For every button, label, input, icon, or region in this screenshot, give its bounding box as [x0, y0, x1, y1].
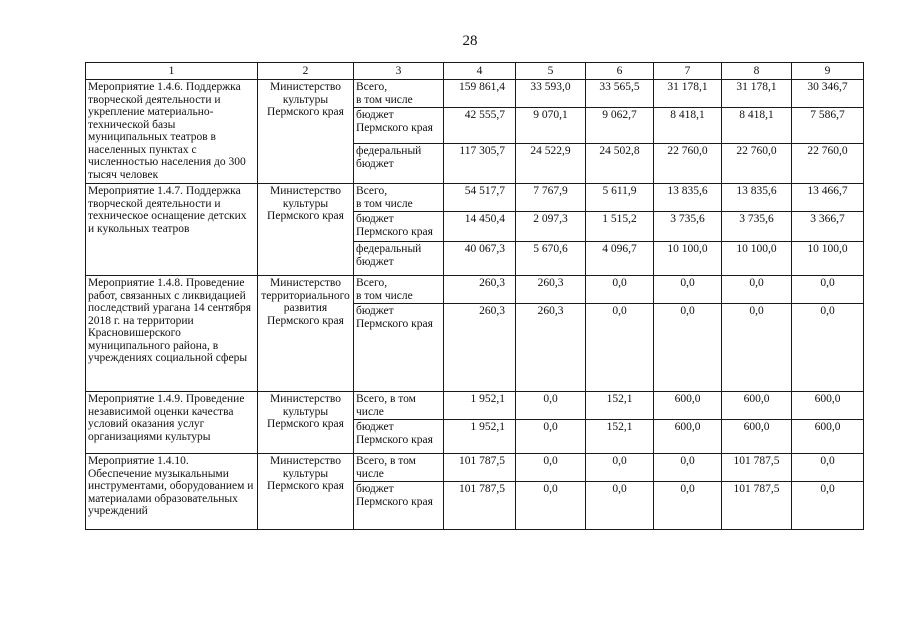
amount-year-5: 0,0: [516, 482, 586, 530]
amount-year-6: 33 565,5: [586, 80, 654, 108]
page-number: 28: [462, 33, 478, 49]
amount-year-9: 10 100,0: [792, 242, 864, 276]
amount-year-6: 0,0: [586, 304, 654, 392]
amount-year-8: 0,0: [722, 276, 792, 304]
amount-year-6: 0,0: [586, 276, 654, 304]
funding-source: бюджет Пермского края: [354, 304, 444, 392]
amount-year-7: 13 835,6: [654, 184, 722, 212]
amount-year-7: 3 735,6: [654, 212, 722, 242]
column-number-header: [86, 63, 864, 80]
budget-table: [85, 62, 864, 530]
funding-source: бюджет Пермского края: [354, 420, 444, 454]
column-number-7: 7: [654, 63, 722, 80]
measure-title: Мероприятие 1.4.7. Поддержка творческой деятельности и техническое оснащение детских и кукольных театров: [86, 184, 258, 276]
column-number-1: 1: [86, 63, 258, 80]
amount-year-5: 7 767,9: [516, 184, 586, 212]
amount-year-8: 101 787,5: [722, 482, 792, 530]
amount-year-9: 600,0: [792, 392, 864, 420]
measure-executor: Министерство культуры Пермского края: [258, 184, 354, 276]
funding-source: бюджет Пермского края: [354, 108, 444, 144]
amount-year-7: 0,0: [654, 276, 722, 304]
amount-year-9: 0,0: [792, 482, 864, 530]
amount-year-6: 9 062,7: [586, 108, 654, 144]
amount-year-6: 1 515,2: [586, 212, 654, 242]
column-number-6: 6: [586, 63, 654, 80]
amount-year-9: 0,0: [792, 454, 864, 482]
funding-source: бюджет Пермского края: [354, 482, 444, 530]
amount-year-9: 0,0: [792, 276, 864, 304]
amount-year-8: 101 787,5: [722, 454, 792, 482]
column-number-3: 3: [354, 63, 444, 80]
table-row: [86, 184, 864, 212]
amount-year-6: 0,0: [586, 454, 654, 482]
amount-year-8: 13 835,6: [722, 184, 792, 212]
amount-year-6: 0,0: [586, 482, 654, 530]
amount-year-9: 600,0: [792, 420, 864, 454]
column-number-5: 5: [516, 63, 586, 80]
amount-total: 159 861,4: [444, 80, 516, 108]
amount-year-8: 600,0: [722, 392, 792, 420]
amount-year-9: 7 586,7: [792, 108, 864, 144]
amount-year-6: 152,1: [586, 420, 654, 454]
amount-total: 101 787,5: [444, 454, 516, 482]
amount-year-6: 5 611,9: [586, 184, 654, 212]
table-row: [86, 392, 864, 420]
funding-source: Всего, в том числе: [354, 392, 444, 420]
amount-year-5: 0,0: [516, 392, 586, 420]
funding-source: Всего, в том числе: [354, 276, 444, 304]
amount-total: 260,3: [444, 304, 516, 392]
amount-total: 40 067,3: [444, 242, 516, 276]
amount-year-7: 31 178,1: [654, 80, 722, 108]
column-number-4: 4: [444, 63, 516, 80]
amount-year-8: 22 760,0: [722, 144, 792, 184]
amount-year-7: 10 100,0: [654, 242, 722, 276]
amount-year-7: 0,0: [654, 482, 722, 530]
amount-total: 101 787,5: [444, 482, 516, 530]
amount-year-5: 260,3: [516, 276, 586, 304]
measure-title: Мероприятие 1.4.9. Проведение независимой оценки качества условий оказания услуг организациями культуры: [86, 392, 258, 454]
table-row: [86, 454, 864, 482]
amount-year-7: 8 418,1: [654, 108, 722, 144]
amount-year-6: 4 096,7: [586, 242, 654, 276]
funding-source: Всего, в том числе: [354, 80, 444, 108]
amount-total: 1 952,1: [444, 420, 516, 454]
amount-total: 260,3: [444, 276, 516, 304]
funding-source: бюджет Пермского края: [354, 212, 444, 242]
amount-year-5: 5 670,6: [516, 242, 586, 276]
amount-year-9: 13 466,7: [792, 184, 864, 212]
amount-year-7: 600,0: [654, 392, 722, 420]
column-number-8: 8: [722, 63, 792, 80]
amount-year-5: 0,0: [516, 420, 586, 454]
measure-title: Мероприятие 1.4.10. Обеспечение музыкальными инструментами, оборудованием и материалами образовательных учреждений: [86, 454, 258, 530]
funding-source: федеральный бюджет: [354, 144, 444, 184]
amount-year-5: 24 522,9: [516, 144, 586, 184]
measure-executor: Министерство культуры Пермского края: [258, 392, 354, 454]
amount-year-7: 0,0: [654, 454, 722, 482]
funding-source: федеральный бюджет: [354, 242, 444, 276]
funding-source: Всего, в том числе: [354, 184, 444, 212]
amount-year-5: 0,0: [516, 454, 586, 482]
amount-year-8: 600,0: [722, 420, 792, 454]
amount-year-6: 152,1: [586, 392, 654, 420]
table-row: [86, 276, 864, 304]
amount-year-5: 33 593,0: [516, 80, 586, 108]
amount-total: 42 555,7: [444, 108, 516, 144]
amount-year-6: 24 502,8: [586, 144, 654, 184]
amount-year-8: 31 178,1: [722, 80, 792, 108]
column-number-2: 2: [258, 63, 354, 80]
amount-year-7: 600,0: [654, 420, 722, 454]
column-number-9: 9: [792, 63, 864, 80]
amount-total: 1 952,1: [444, 392, 516, 420]
amount-year-9: 0,0: [792, 304, 864, 392]
amount-total: 14 450,4: [444, 212, 516, 242]
amount-year-7: 0,0: [654, 304, 722, 392]
measure-executor: Министерство территориального развития Пермского края: [258, 276, 354, 392]
amount-year-8: 8 418,1: [722, 108, 792, 144]
amount-year-9: 22 760,0: [792, 144, 864, 184]
amount-year-5: 2 097,3: [516, 212, 586, 242]
amount-total: 117 305,7: [444, 144, 516, 184]
amount-year-8: 0,0: [722, 304, 792, 392]
measure-title: Мероприятие 1.4.8. Проведение работ, связанных с ликвидацией последствий урагана 14 сентября 2018 г. на территории Красновишерского муниципального района, в учреждениях социальной сферы: [86, 276, 258, 392]
table-row: [86, 80, 864, 108]
amount-year-8: 3 735,6: [722, 212, 792, 242]
measure-executor: Министерство культуры Пермского края: [258, 454, 354, 530]
amount-year-9: 30 346,7: [792, 80, 864, 108]
amount-total: 54 517,7: [444, 184, 516, 212]
measure-title: Мероприятие 1.4.6. Поддержка творческой деятельности и укрепление материально-технической базы муниципальных театров в населенных пунктах с численностью населения до 300 тысяч человек: [86, 80, 258, 184]
amount-year-9: 3 366,7: [792, 212, 864, 242]
table-body: [86, 80, 864, 530]
funding-source: Всего, в том числе: [354, 454, 444, 482]
amount-year-7: 22 760,0: [654, 144, 722, 184]
amount-year-5: 9 070,1: [516, 108, 586, 144]
amount-year-5: 260,3: [516, 304, 586, 392]
amount-year-8: 10 100,0: [722, 242, 792, 276]
measure-executor: Министерство культуры Пермского края: [258, 80, 354, 184]
